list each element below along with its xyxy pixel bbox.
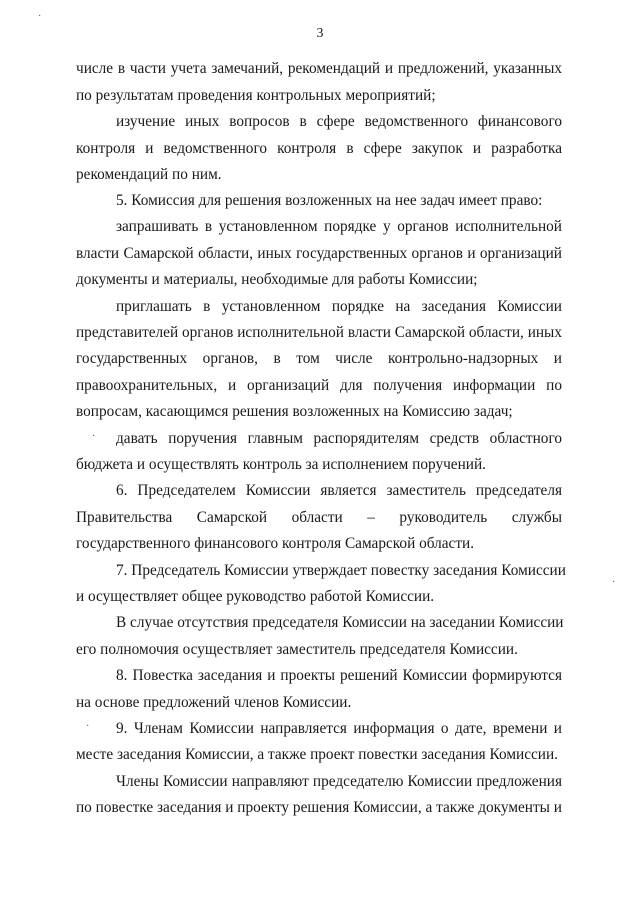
text-line: правоохранительных, и организаций для получения информации по [76, 377, 562, 394]
text-line: по результатам проведения контрольных мероприятий; [76, 87, 436, 104]
scan-speck: · [38, 11, 42, 22]
text-line: документы и материалы, необходимые для работы Комиссии; [76, 271, 478, 288]
text-line: представителей органов исполнительной власти Самарской области, иных [76, 324, 562, 341]
scan-speck: · [612, 577, 616, 588]
text-line: изучение иных вопросов в сфере ведомственного финансового [116, 113, 562, 130]
text-line: государственных органов, в том числе контрольно-надзорных и [76, 350, 562, 367]
text-line: Члены Комиссии направляют председателю Комиссии предложения [116, 773, 562, 790]
text-line: запрашивать в установленном порядке у органов исполнительной [116, 218, 562, 235]
text-line: его полномочия осуществляет заместитель председателя Комиссии. [76, 641, 518, 658]
text-line: 9. Членам Комиссии направляется информация о дате, времени и [116, 720, 562, 737]
text-line: 7. Председатель Комиссии утверждает повестку заседания Комиссии [116, 562, 566, 579]
text-line: контроля и ведомственного контроля в сфере закупок и разработка [76, 140, 562, 157]
text-line: и осуществляет общее руководство работой Комиссии. [76, 588, 435, 605]
text-line: В случае отсутствия председателя Комиссии на заседании Комиссии [116, 614, 564, 631]
text-line: власти Самарской области, иных государственных органов и организаций [76, 245, 562, 262]
scan-speck: · [92, 431, 96, 442]
text-line: 6. Председателем Комиссии является заместитель председателя [116, 482, 562, 499]
text-line: по повестке заседания и проекту решения Комиссии, а также документы и [76, 799, 562, 816]
text-line: числе в части учета замечаний, рекомендаций и предложений, указанных [76, 60, 562, 77]
scan-speck: · [86, 721, 90, 732]
text-line: давать поручения главным распорядителям средств областного [116, 430, 562, 447]
text-line: государственного финансового контроля Самарской области. [76, 535, 475, 552]
text-line: 8. Повестка заседания и проекты решений Комиссии формируются [116, 667, 562, 684]
text-line: рекомендаций по ним. [76, 166, 222, 183]
text-line: бюджета и осуществлять контроль за исполнением поручений. [76, 456, 486, 473]
text-line: на основе предложений членов Комиссии. [76, 694, 352, 711]
text-line: месте заседания Комиссии, а также проект повестки заседания Комиссии. [76, 746, 558, 763]
text-line: 5. Комиссия для решения возложенных на нее задач имеет право: [116, 192, 543, 209]
text-line: Правительства Самарской области – руководитель службы [76, 509, 562, 526]
text-line: приглашать в установленном порядке на заседания Комиссии [116, 298, 562, 315]
text-line: вопросам, касающимся решения возложенных на Комиссию задач; [76, 403, 513, 420]
page-number: 3 [316, 26, 324, 41]
